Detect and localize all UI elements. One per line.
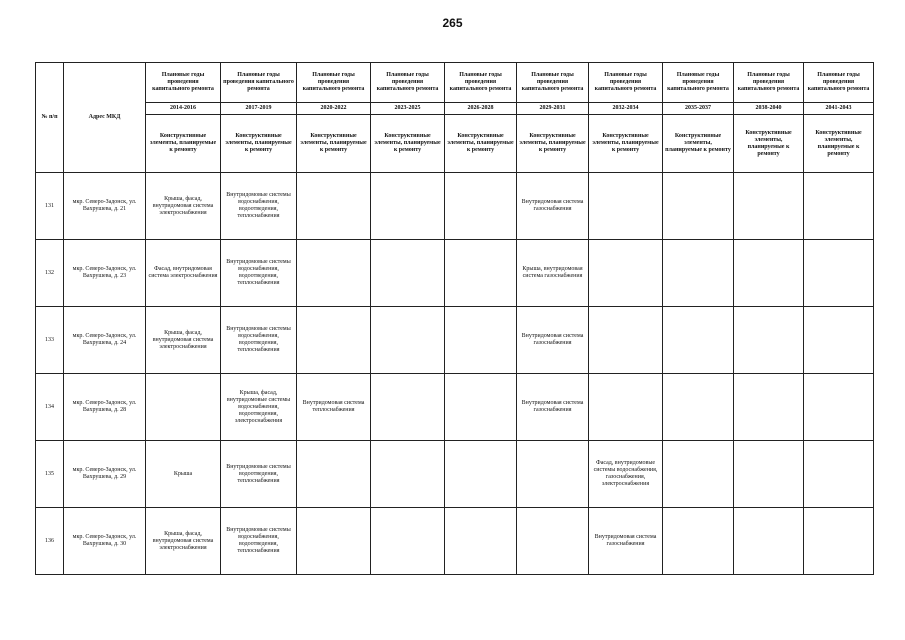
elements-header: Конструктивные элементы, планируемые к ремонту	[371, 115, 445, 173]
table-row	[36, 307, 874, 374]
repair-elements-cell	[146, 374, 221, 441]
repair-elements-cell	[663, 173, 734, 240]
repair-elements-cell	[734, 240, 804, 307]
elements-header: Конструктивные элементы, планируемые к ремонту	[734, 115, 804, 173]
address-cell: мкр. Северо-Задонск, ул. Вахрушева, д. 21	[64, 173, 146, 240]
period-years-header: 2029-2031	[517, 103, 589, 115]
repair-elements-cell	[445, 307, 517, 374]
address-header: Адрес МКД	[64, 63, 146, 173]
repair-elements-cell: Крыша, фасад, внутридомовая система электроснабжения	[146, 508, 221, 575]
table-row	[36, 173, 874, 240]
elements-header: Конструктивные элементы, планируемые к ремонту	[445, 115, 517, 173]
period-title-header: Плановые годы проведения капитального ремонта	[445, 63, 517, 103]
elements-header: Конструктивные элементы, планируемые к ремонту	[804, 115, 874, 173]
repair-elements-cell	[734, 307, 804, 374]
address-cell: мкр. Северо-Задонск, ул. Вахрушева, д. 29	[64, 441, 146, 508]
period-title-header: Плановые годы проведения капитального ремонта	[589, 63, 663, 103]
period-years-header: 2026-2028	[445, 103, 517, 115]
repair-elements-cell	[445, 441, 517, 508]
repair-elements-cell	[589, 374, 663, 441]
period-title-header: Плановые годы проведения капитального ремонта	[517, 63, 589, 103]
repair-elements-cell: Крыша, внутридомовая система газоснабжения	[517, 240, 589, 307]
repair-elements-cell: Крыша, фасад, внутридомовые системы водоснабжения, водоотведения, электроснабжения	[221, 374, 297, 441]
repair-elements-cell: Внутридомовые системы водоснабжения, водоотведения, теплоснабжения	[221, 508, 297, 575]
repair-elements-cell	[371, 441, 445, 508]
repair-elements-cell: Внутридомовая система газоснабжения	[517, 374, 589, 441]
repair-elements-cell: Внутридомовая система газоснабжения	[517, 307, 589, 374]
repair-elements-cell: Крыша	[146, 441, 221, 508]
repair-elements-cell	[371, 508, 445, 575]
repair-elements-cell	[804, 374, 874, 441]
repair-elements-cell	[804, 173, 874, 240]
page-number: 265	[442, 16, 463, 30]
address-cell: мкр. Северо-Задонск, ул. Вахрушева, д. 24	[64, 307, 146, 374]
repair-elements-cell	[663, 307, 734, 374]
repair-elements-cell	[445, 508, 517, 575]
repair-elements-cell	[589, 173, 663, 240]
repair-elements-cell	[734, 173, 804, 240]
repair-elements-cell	[297, 307, 371, 374]
period-years-header: 2020-2022	[297, 103, 371, 115]
address-cell: мкр. Северо-Задонск, ул. Вахрушева, д. 23	[64, 240, 146, 307]
row-number: 131	[36, 173, 64, 240]
repair-elements-cell: Внутридомовые системы водоснабжения, водоотведения, теплоснабжения	[221, 307, 297, 374]
repair-elements-cell	[297, 173, 371, 240]
repair-elements-cell	[371, 240, 445, 307]
elements-header: Конструктивные элементы, планируемые к ремонту	[589, 115, 663, 173]
repair-elements-cell: Внутридомовая система газоснабжения	[589, 508, 663, 575]
repair-elements-cell: Внутридомовая система газоснабжения	[517, 173, 589, 240]
period-years-header: 2032-2034	[589, 103, 663, 115]
period-title-header: Плановые годы проведения капитального ремонта	[663, 63, 734, 103]
row-number: 132	[36, 240, 64, 307]
elements-header: Конструктивные элементы, планируемые к ремонту	[517, 115, 589, 173]
repair-elements-cell	[663, 240, 734, 307]
period-years-header: 2017-2019	[221, 103, 297, 115]
period-years-header: 2014-2016	[146, 103, 221, 115]
elements-header: Конструктивные элементы, планируемые к ремонту	[146, 115, 221, 173]
address-cell: мкр. Северо-Задонск, ул. Вахрушева, д. 30	[64, 508, 146, 575]
elements-header: Конструктивные элементы, планируемые к ремонту	[297, 115, 371, 173]
num-header: № п/п	[36, 63, 64, 173]
capital-repair-table	[35, 62, 874, 575]
repair-elements-cell	[734, 508, 804, 575]
repair-elements-cell	[663, 441, 734, 508]
repair-elements-cell	[663, 374, 734, 441]
repair-elements-cell	[371, 307, 445, 374]
repair-elements-cell	[804, 441, 874, 508]
repair-elements-cell: Фасад, внутридомовые системы водоснабжения, газоснабжения, электроснабжения	[589, 441, 663, 508]
elements-header: Конструктивные элементы, планируемые к ремонту	[221, 115, 297, 173]
repair-elements-cell	[445, 240, 517, 307]
repair-elements-cell	[445, 374, 517, 441]
repair-elements-cell	[297, 441, 371, 508]
row-number: 136	[36, 508, 64, 575]
repair-elements-cell	[734, 374, 804, 441]
address-cell: мкр. Северо-Задонск, ул. Вахрушева, д. 28	[64, 374, 146, 441]
table-row	[36, 441, 874, 508]
row-number: 135	[36, 441, 64, 508]
table-row	[36, 508, 874, 575]
repair-elements-cell: Внутридомовые системы водоснабжения, водоотведения, теплоснабжения	[221, 173, 297, 240]
repair-elements-cell: Внутридомовые системы водоснабжения, водоотведения, теплоснабжения	[221, 240, 297, 307]
row-number: 134	[36, 374, 64, 441]
period-years-header: 2023-2025	[371, 103, 445, 115]
repair-elements-cell	[517, 441, 589, 508]
period-title-header: Плановые годы проведения капитального ремонта	[221, 63, 297, 103]
repair-elements-cell: Крыша, фасад, внутридомовая система электроснабжения	[146, 307, 221, 374]
repair-elements-cell	[663, 508, 734, 575]
period-title-header: Плановые годы проведения капитального ремонта	[297, 63, 371, 103]
repair-elements-cell: Крыша, фасад, внутридомовая система электроснабжения	[146, 173, 221, 240]
repair-elements-cell	[445, 173, 517, 240]
row-number: 133	[36, 307, 64, 374]
period-title-header: Плановые годы проведения капитального ремонта	[734, 63, 804, 103]
repair-elements-cell: Внутридомовая система теплоснабжения	[297, 374, 371, 441]
repair-elements-cell	[734, 441, 804, 508]
repair-elements-cell	[804, 307, 874, 374]
repair-elements-cell	[589, 240, 663, 307]
table-row	[36, 374, 874, 441]
period-years-header: 2041-2043	[804, 103, 874, 115]
repair-elements-cell	[297, 508, 371, 575]
repair-elements-cell	[589, 307, 663, 374]
repair-elements-cell	[371, 374, 445, 441]
repair-elements-cell	[297, 240, 371, 307]
period-title-header: Плановые годы проведения капитального ремонта	[371, 63, 445, 103]
table-row	[36, 240, 874, 307]
repair-elements-cell	[517, 508, 589, 575]
repair-elements-cell: Внутридомовые системы водоотведения, теплоснабжения	[221, 441, 297, 508]
period-years-header: 2035-2037	[663, 103, 734, 115]
period-title-header: Плановые годы проведения капитального ремонта	[804, 63, 874, 103]
elements-header: Конструктивные элементы, планируемые к ремонту	[663, 115, 734, 173]
repair-elements-cell	[371, 173, 445, 240]
repair-elements-cell: Фасад, внутридомовая система электроснабжения	[146, 240, 221, 307]
repair-elements-cell	[804, 240, 874, 307]
repair-elements-cell	[804, 508, 874, 575]
period-title-header: Плановые годы проведения капитального ремонта	[146, 63, 221, 103]
period-years-header: 2038-2040	[734, 103, 804, 115]
